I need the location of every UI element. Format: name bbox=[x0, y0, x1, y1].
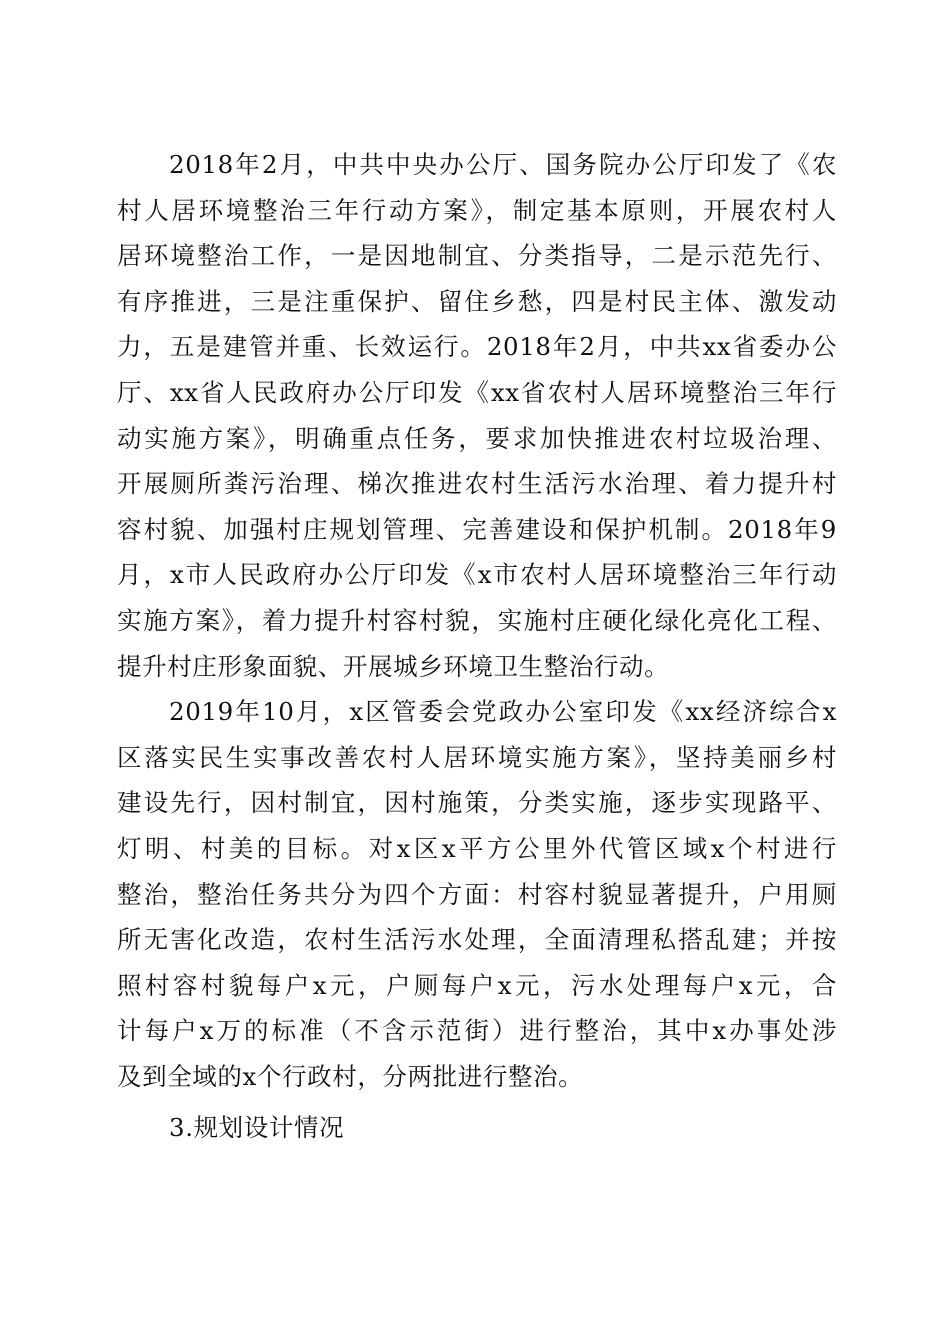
section-heading: 3.规划设计情况 bbox=[169, 1113, 345, 1143]
paragraph-line: 厅、xx省人民政府办公厅印发《xx省农村人居环境整治三年行 bbox=[117, 377, 837, 407]
paragraph-line: 照村容村貌每户x元，户厕每户x元，污水处理每户x元，合 bbox=[117, 970, 837, 1000]
paragraph-line: 动实施方案》，明确重点任务，要求加快推进农村垃圾治理、 bbox=[117, 423, 837, 453]
paragraph-line: 开展厕所粪污治理、梯次推进农村生活污水治理、着力提升村 bbox=[117, 469, 837, 499]
paragraph-line: 及到全域的x个行政村，分两批进行整治。 bbox=[117, 1061, 584, 1091]
paragraph-line: 月，x市人民政府办公厅印发《x市农村人居环境整治三年行动 bbox=[117, 560, 837, 590]
paragraph-line: 容村貌、加强村庄规划管理、完善建设和保护机制。2018年9 bbox=[117, 514, 837, 544]
paragraph-line: 建设先行，因村制宜，因村施策，分类实施，逐步实现路平、 bbox=[117, 788, 837, 818]
paragraph-line: 整治，整治任务共分为四个方面：村容村貌显著提升，户用厕 bbox=[117, 879, 837, 909]
paragraph-line: 力，五是建管并重、长效运行。2018年2月，中共xx省委办公 bbox=[117, 332, 837, 362]
paragraph-line: 有序推进，三是注重保护、留住乡愁，四是村民主体、激发动 bbox=[117, 286, 837, 316]
paragraph-2 bbox=[117, 689, 837, 1099]
paragraph-line: 2019年10月，x区管委会党政办公室印发《xx经济综合x bbox=[169, 697, 837, 727]
paragraph-line: 2018年2月，中共中央办公厅、国务院办公厅印发了《农 bbox=[169, 150, 837, 179]
paragraph-line: 所无害化改造，农村生活污水处理，全面清理私搭乱建；并按 bbox=[117, 925, 837, 955]
paragraph-line: 提升村庄形象面貌、开展城乡环境卫生整治行动。 bbox=[117, 651, 670, 681]
paragraph-line: 区落实民生实事改善农村人居环境实施方案》，坚持美丽乡村 bbox=[117, 742, 837, 772]
paragraph-line: 实施方案》，着力提升村容村貌，实施村庄硬化绿化亮化工程、 bbox=[117, 605, 837, 635]
paragraph-line: 村人居环境整治三年行动方案》，制定基本原则，开展农村人 bbox=[117, 195, 837, 225]
paragraph-line: 计每户x万的标准（不含示范街）进行整治，其中x办事处涉 bbox=[117, 1016, 837, 1046]
paragraph-line: 居环境整治工作，一是因地制宜、分类指导，二是示范先行、 bbox=[117, 241, 837, 271]
paragraph-1 bbox=[117, 142, 837, 689]
paragraph-line: 灯明、村美的目标。对x区x平方公里外代管区域x个村进行 bbox=[117, 833, 837, 863]
document-body bbox=[117, 142, 837, 1151]
